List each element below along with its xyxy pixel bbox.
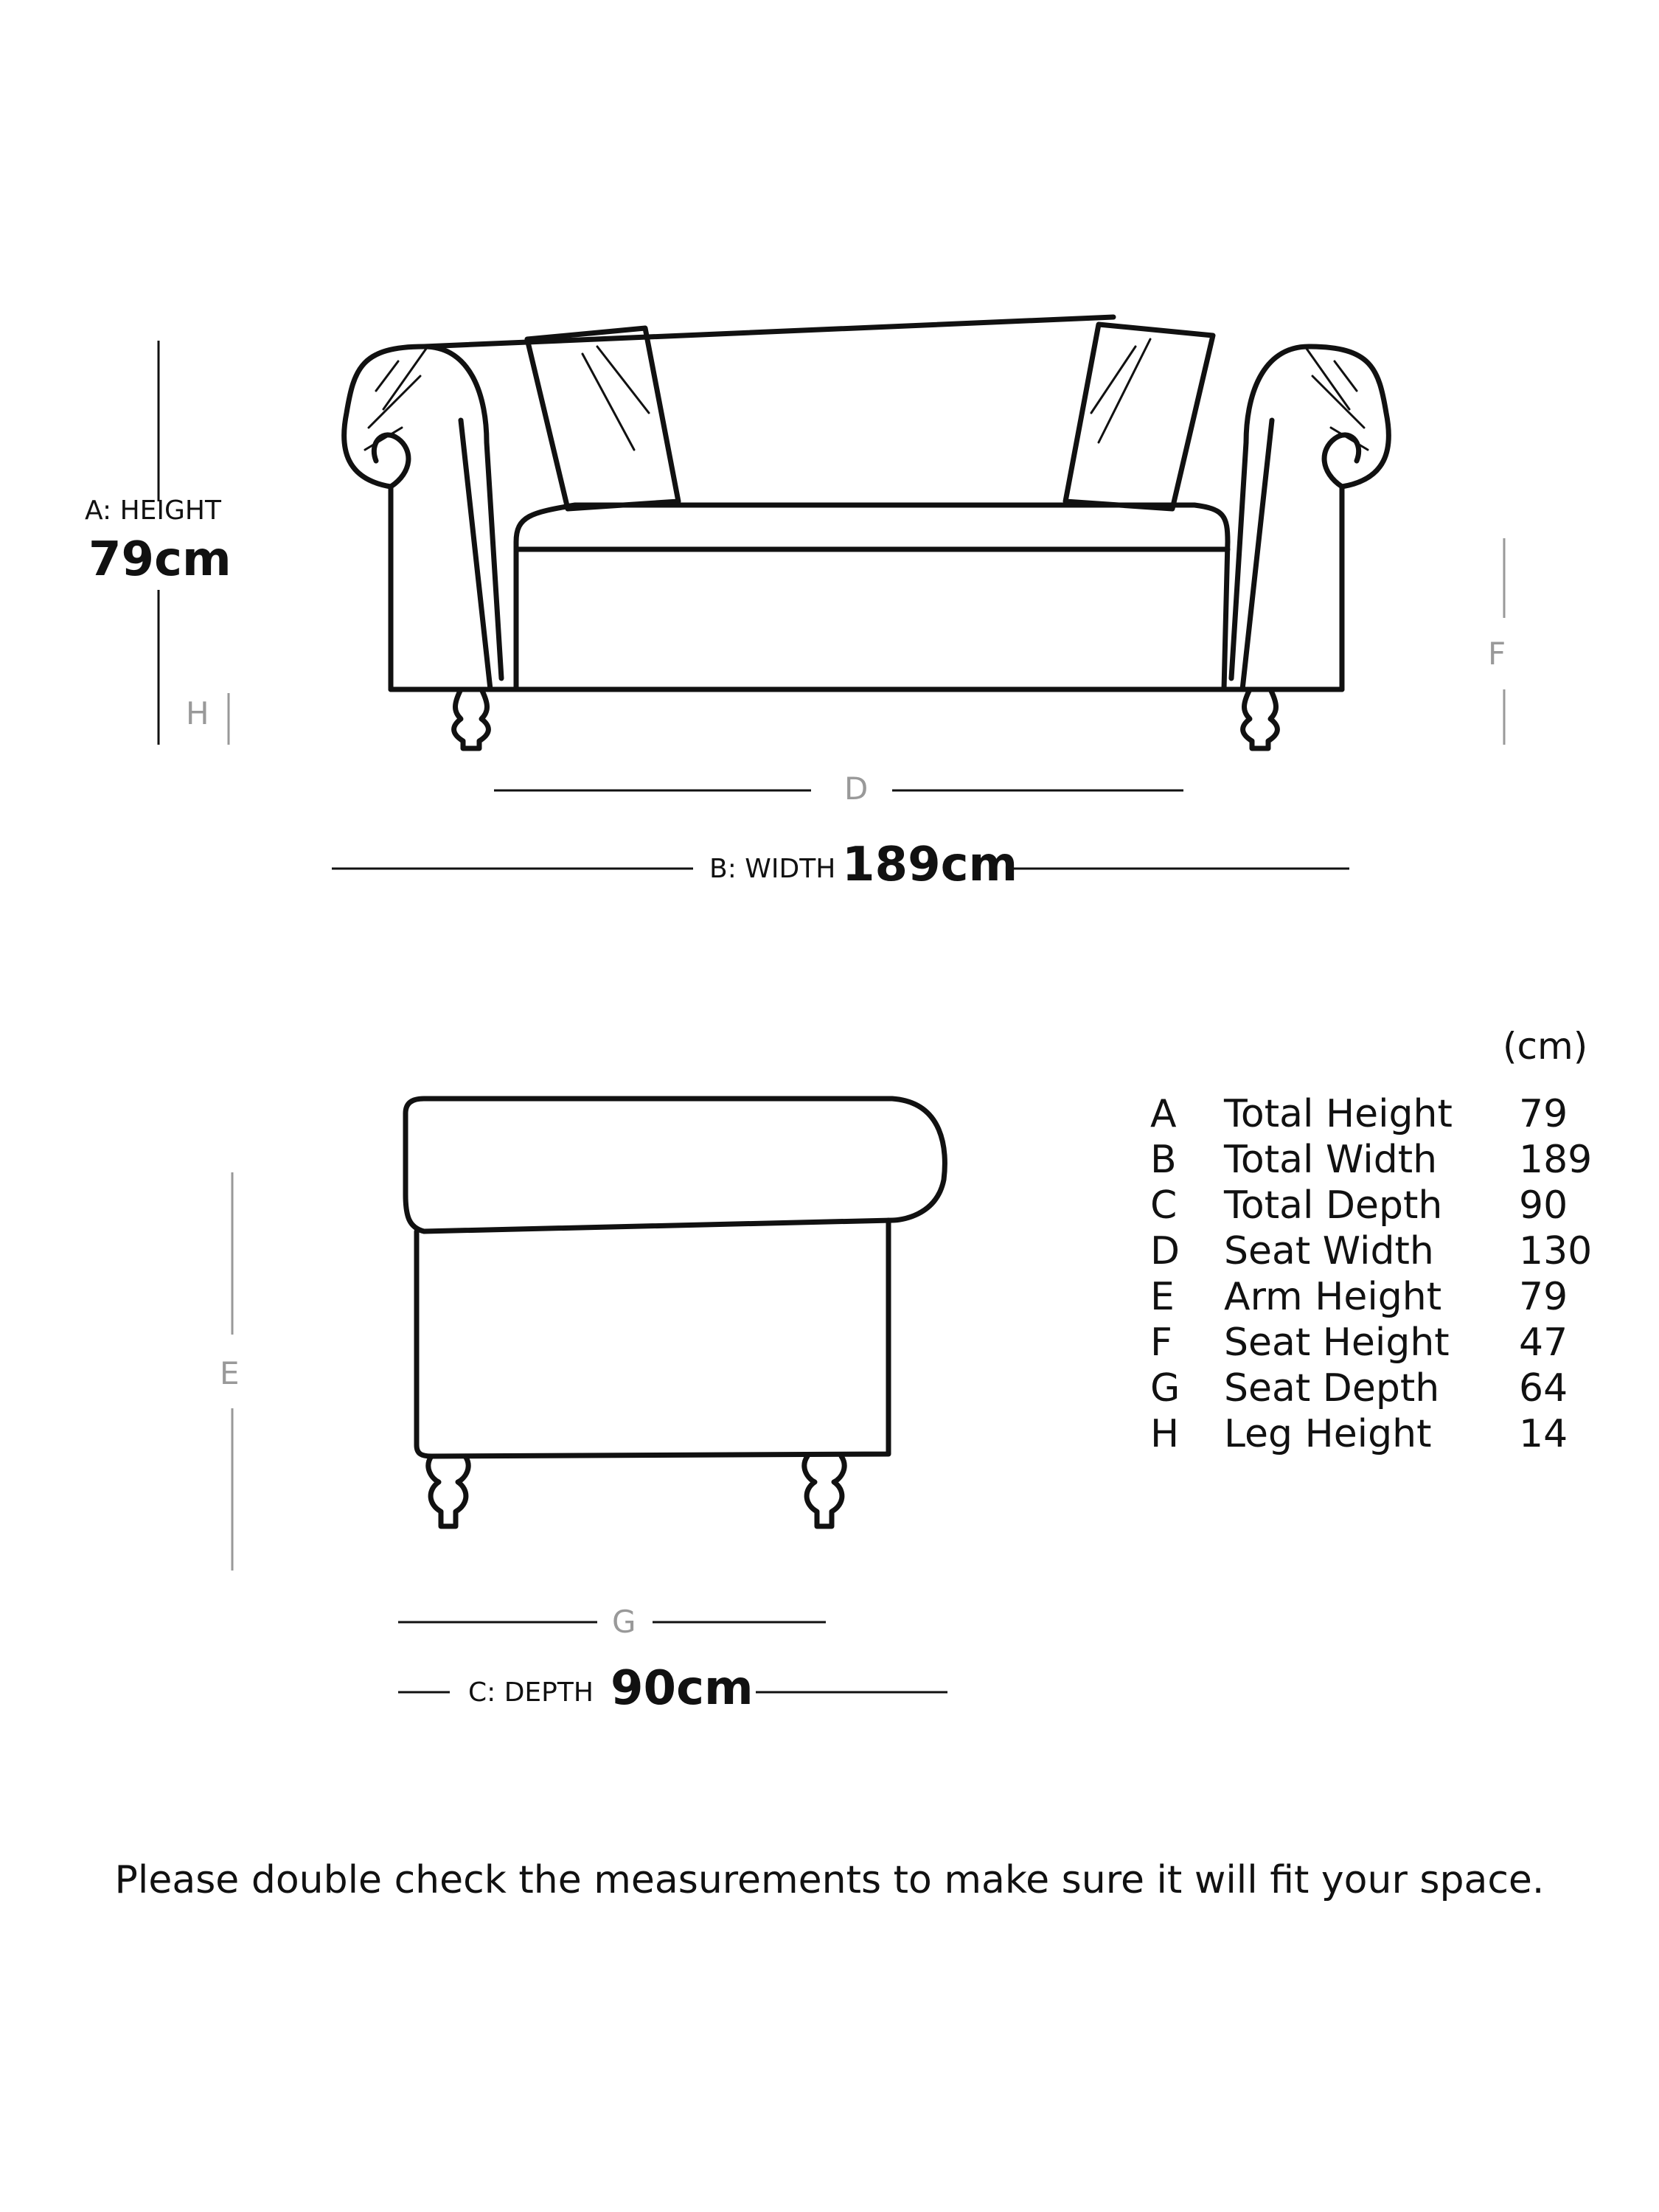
row-value: 47 [1519,1321,1568,1365]
fit-disclaimer: Please double check the measurements to make sure it will fit your space. [114,1858,1545,1902]
table-row [1150,1274,1622,1320]
height-value: 79cm [88,532,232,587]
side-arm-roll [406,1099,945,1231]
sofa-side-view [406,1099,945,1526]
seat-width-marker: D [844,771,869,807]
front-left-leg [454,689,489,748]
table-row [1150,1137,1622,1183]
row-value: 189 [1519,1138,1593,1182]
row-letter: D [1150,1229,1180,1273]
depth-label: C: DEPTH [468,1677,594,1708]
width-label: B: WIDTH [709,854,836,884]
side-dimension-lines [232,1172,947,1692]
row-letter: C [1150,1183,1178,1228]
row-letter: G [1150,1366,1180,1411]
row-letter: E [1150,1275,1175,1319]
sofa-front-view [344,317,1389,748]
row-name: Arm Height [1224,1275,1442,1319]
row-value: 14 [1519,1412,1568,1456]
table-row [1150,1228,1622,1274]
left-arm-curl [374,435,408,487]
table-row [1150,1411,1622,1457]
row-letter: H [1150,1412,1180,1456]
row-name: Total Height [1224,1092,1453,1136]
row-value: 79 [1519,1275,1568,1319]
depth-value: 90cm [611,1661,754,1716]
row-name: Total Depth [1224,1183,1443,1228]
seat-height-marker: F [1488,636,1506,672]
row-name: Seat Depth [1224,1366,1440,1411]
side-front-leg [428,1456,468,1526]
row-value: 64 [1519,1366,1568,1411]
row-letter: A [1150,1092,1177,1136]
arm-height-marker: E [220,1355,240,1391]
side-body [417,1220,888,1456]
left-arm-scroll [344,347,501,678]
row-letter: B [1150,1138,1177,1182]
table-row [1150,1320,1622,1366]
seat-cushion [516,505,1228,689]
row-name: Total Width [1224,1138,1438,1182]
right-arm-scroll [1231,347,1388,678]
table-row [1150,1091,1622,1137]
row-name: Seat Height [1224,1321,1450,1365]
right-pillow [1065,324,1213,509]
leg-height-marker: H [186,695,209,731]
front-dimension-lines [159,341,1504,869]
width-value: 189cm [842,838,1018,892]
front-right-leg [1243,689,1278,748]
row-value: 90 [1519,1183,1568,1228]
row-name: Leg Height [1224,1412,1432,1456]
seat-depth-marker: G [612,1604,636,1640]
unit-label: (cm) [1503,1025,1588,1068]
table-row [1150,1366,1622,1411]
row-value: 79 [1519,1092,1568,1136]
row-name: Seat Width [1224,1229,1434,1273]
height-label: A: HEIGHT [85,495,221,526]
right-arm-curl [1324,435,1359,487]
measurement-table [1150,1091,1622,1457]
side-back-leg [804,1456,844,1526]
row-letter: F [1150,1321,1172,1365]
row-value: 130 [1519,1229,1593,1273]
table-row [1150,1183,1622,1228]
